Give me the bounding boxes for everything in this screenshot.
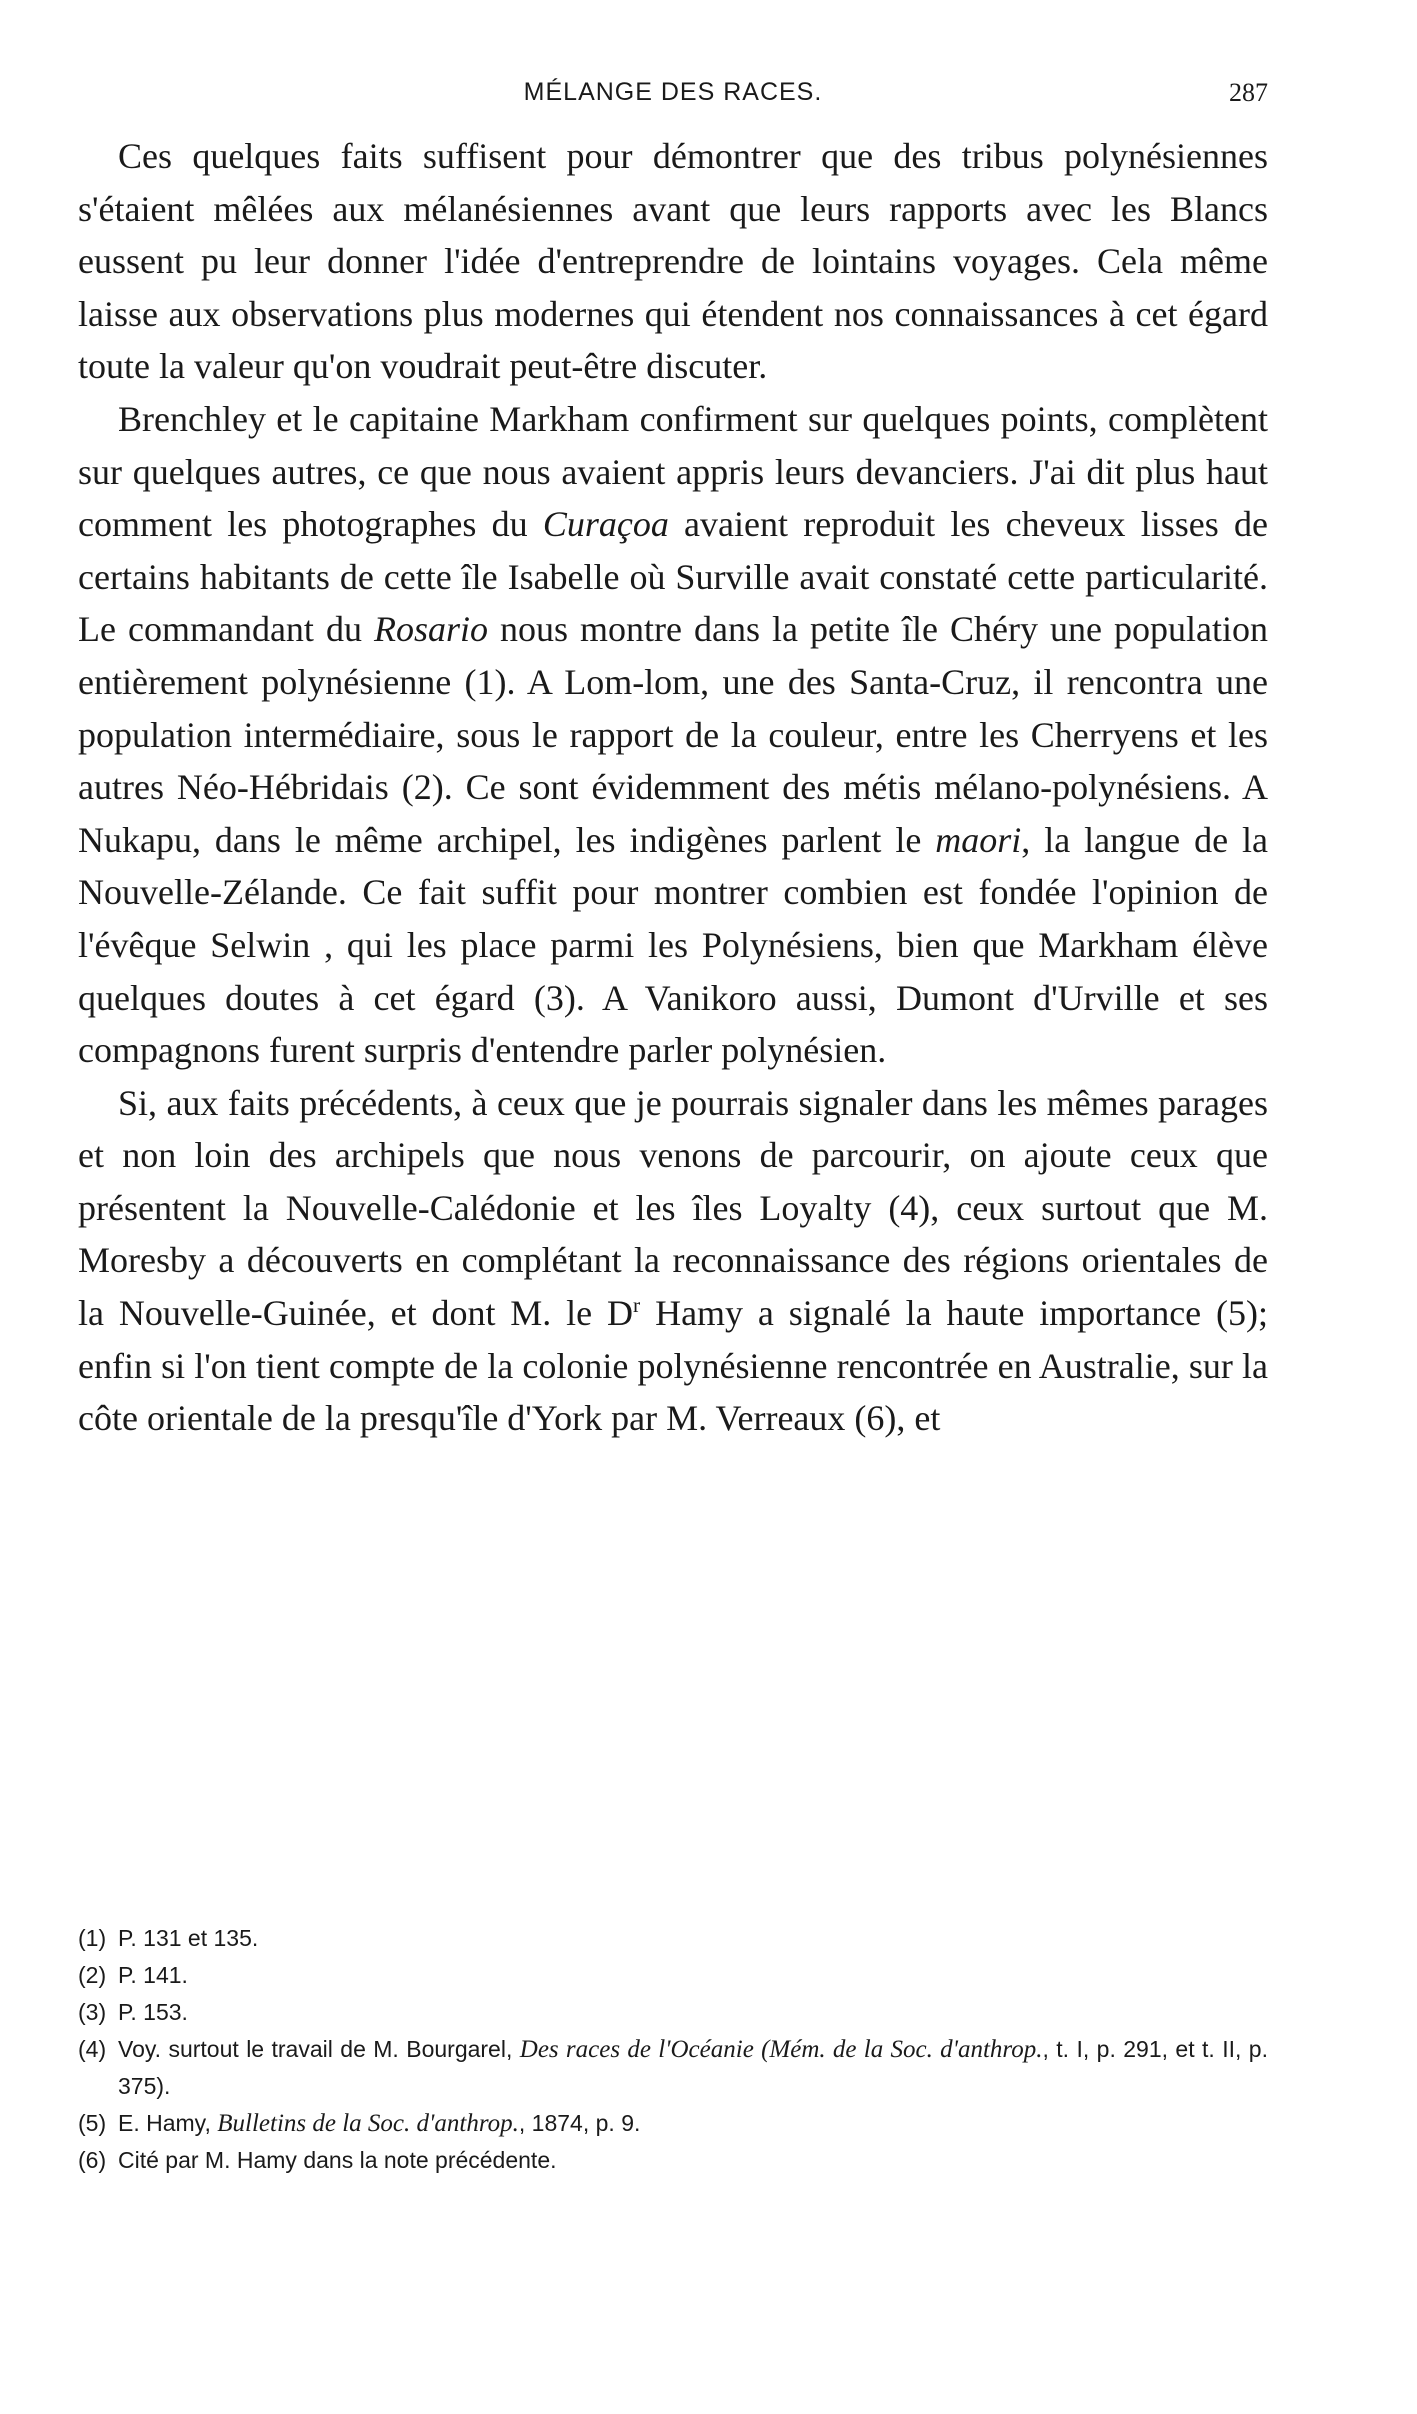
paragraph-3 bbox=[78, 1077, 1268, 1445]
running-title: MÉLANGE DES RACES. bbox=[523, 78, 823, 106]
footnote-text: P. 153. bbox=[118, 1999, 188, 2025]
main-text bbox=[78, 130, 1268, 1445]
footnote-text: Cité par M. Hamy dans la note précédente. bbox=[118, 2147, 557, 2173]
footnote-text-post: , 1874, p. 9. bbox=[518, 2110, 641, 2136]
footnote-3 bbox=[78, 1994, 1268, 2031]
footnote-marker: (6) bbox=[78, 2147, 107, 2173]
footnote-text: P. 131 et 135. bbox=[118, 1925, 259, 1951]
footnote-marker: (1) bbox=[78, 1925, 107, 1951]
footnote-text-pre: Voy. surtout le travail de M. Bourgarel, bbox=[118, 2036, 520, 2062]
paragraph-2-part-b: avaient reproduit les cheveux lisses de certains habitants de cette île Isabelle où Surville avait constaté cette particularité. Le commandant du bbox=[78, 504, 1268, 650]
paragraph-1: Ces quelques faits suffisent pour démontrer que des tribus polynésiennes s'étaient mêlées aux mélanésiennes avant que leurs rapports avec les Blancs eussent pu leur donner l'idée d'entreprendre de lointains voyages. Cela même laisse aux observations plus modernes qui étendent nos connaissances à cet égard toute la valeur qu'on voudrait peut-être discuter. bbox=[78, 136, 1268, 387]
footnote-marker: (5) bbox=[78, 2110, 107, 2136]
paragraph-3-part-b: Hamy a signalé la haute importance (5); enfin si l'on tient compte de la colonie polynésienne rencontrée en Australie, sur la côte orientale de la presqu'île d'York par M. Verreaux (6), et bbox=[78, 1293, 1269, 1439]
footnote-citation-title: Des races de l'Océanie (Mém. de la Soc. d'anthrop. bbox=[519, 2036, 1043, 2063]
footnotes bbox=[78, 1920, 1268, 2179]
footnote-marker: (2) bbox=[78, 1962, 107, 1988]
footnote-6 bbox=[78, 2142, 1268, 2179]
footnote-1 bbox=[78, 1920, 1268, 1957]
footnote-4 bbox=[78, 2031, 1268, 2105]
footnote-marker: (3) bbox=[78, 1999, 107, 2025]
footnote-marker: (4) bbox=[78, 2036, 107, 2062]
footnote-text-post: , t. I, p. 291, et t. II, p. 375). bbox=[118, 2036, 1268, 2099]
footnote-2 bbox=[78, 1957, 1268, 1994]
paragraph-2-part-a: Brenchley et le capitaine Markham confirment sur quelques points, complètent sur quelques autres, ce que nous avaient appris leurs devanciers. J'ai dit plus haut comment les photographes du bbox=[78, 398, 1268, 545]
footnote-citation-title: Bulletins de la Soc. d'anthrop. bbox=[217, 2110, 519, 2137]
paragraph-2-part-d: , la langue de la Nouvelle-Zélande. Ce fait suffit pour montrer combien est fondée l'opinion de l'évêque Selwin , qui les place parmi les Polynésiens, bien que Markham élève quelques doutes à cet égard (3). A Vanikoro aussi, Dumont d'Urville et ses compagnons furent surpris d'entendre parler polynésien. bbox=[78, 819, 1268, 1071]
paragraph-2-part-c: nous montre dans la petite île Chéry une population entièrement polynésienne (1). A Lom-lom, une des Santa-Cruz, il rencontra une population intermédiaire, sous le rapport de la couleur, entre les Cherryens et les autres Néo-Hébridais (2). Ce sont évidemment des métis mélano-polynésiens. A Nukapu, dans le même archipel, les indigènes parlent le bbox=[78, 609, 1268, 860]
ship-name-rosario: Rosario bbox=[373, 609, 488, 650]
page-number: 287 bbox=[1229, 78, 1268, 107]
ship-name-curacoa: Curaçoa bbox=[542, 504, 669, 545]
term-maori: maori bbox=[935, 819, 1022, 860]
paragraph-3-part-a: Si, aux faits précédents, à ceux que je pourrais signaler dans les mêmes parages et non loin des archipels que nous venons de parcourir, on ajoute ceux que présentent la Nouvelle-Calédonie et les îles Loyalty (4), ceux surtout que M. Moresby a découverts en complétant la reconnaissance des régions orientales de la Nouvelle-Guinée, et dont M. le D bbox=[78, 1082, 1268, 1334]
footnote-5 bbox=[78, 2105, 1268, 2142]
footnote-text: P. 141. bbox=[118, 1962, 188, 1988]
page-header bbox=[78, 74, 1268, 114]
doctor-superscript: r bbox=[633, 1293, 641, 1318]
footnote-text-pre: E. Hamy, bbox=[118, 2110, 218, 2136]
paragraph-2 bbox=[78, 393, 1268, 1077]
